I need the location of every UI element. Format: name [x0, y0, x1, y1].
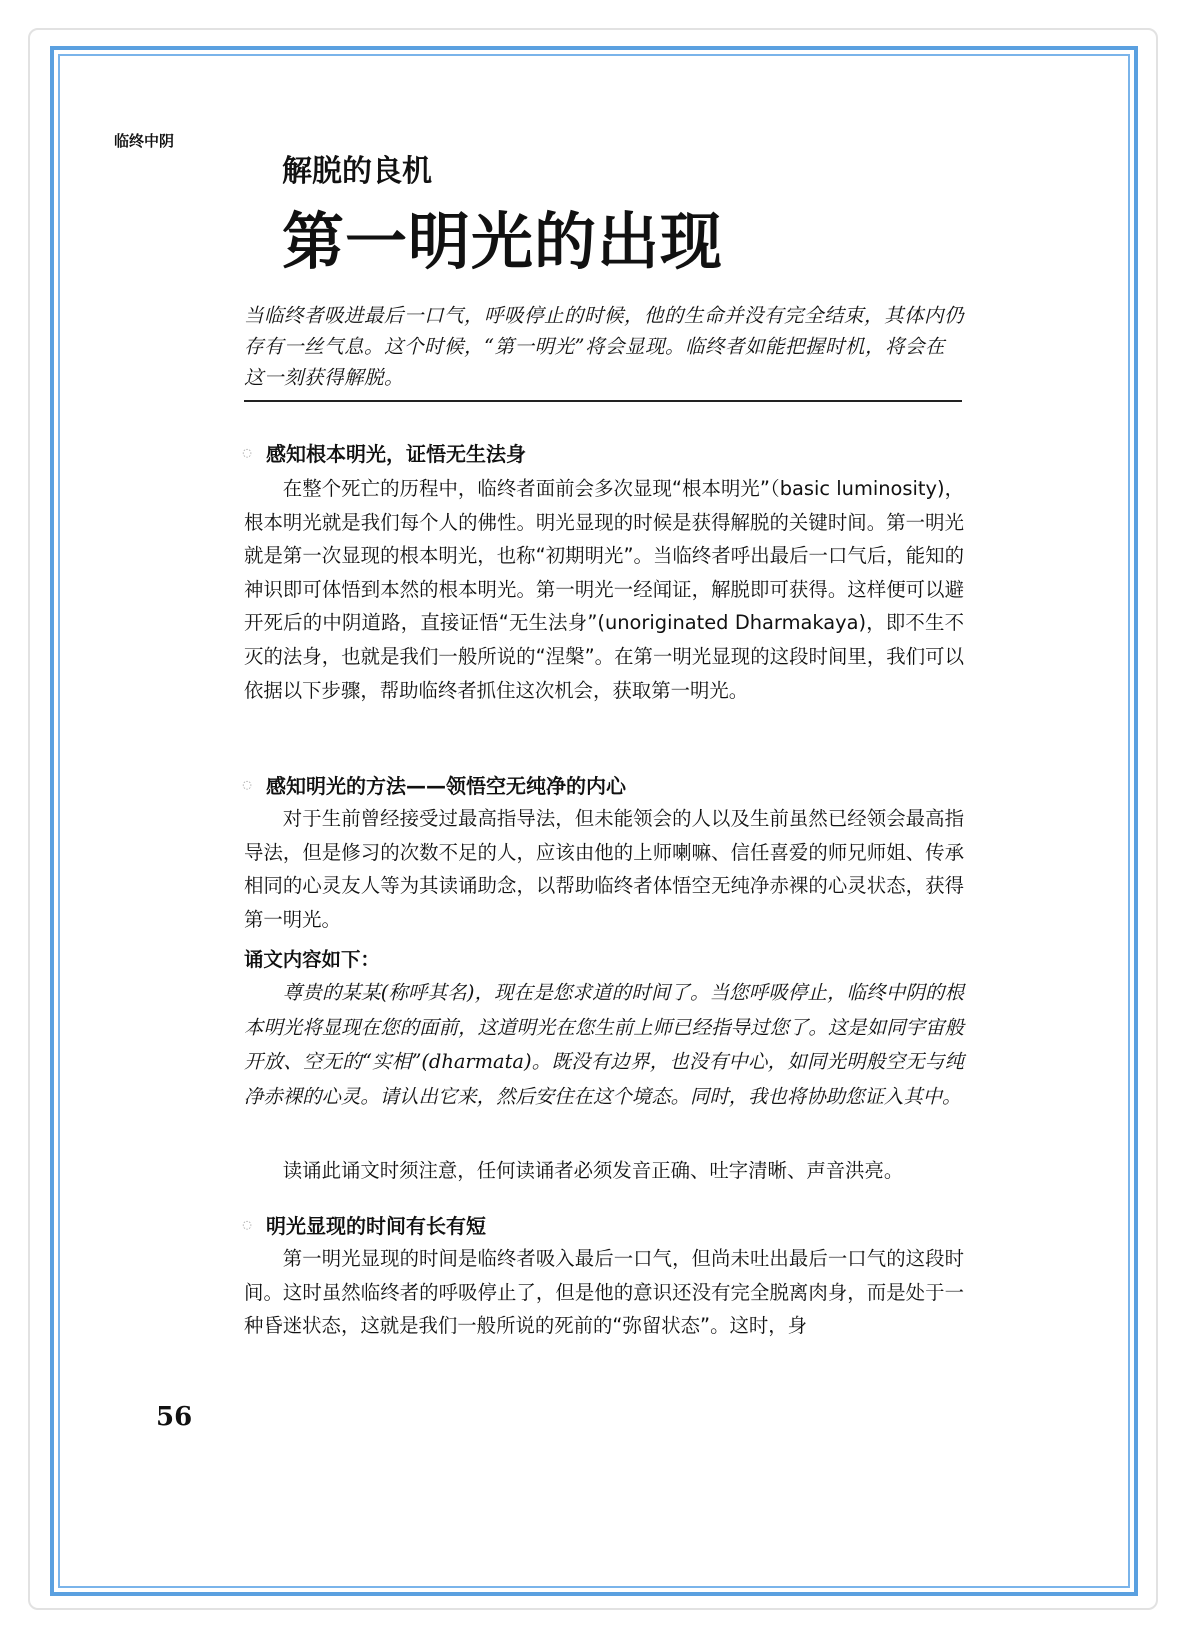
running-head: 临终中阴: [114, 132, 175, 150]
bullet-icon: ◌: [242, 1218, 252, 1231]
section-paragraph-1: 在整个死亡的历程中，临终者面前会多次显现“根本明光”（basic luminosity)，根本明光就是我们每个人的佛性。明光显现的时候是获得解脱的关键时间。第一明光就是第一次显现的根本明光，也称“初期明光”。当临终者呼出最后一口气后，能知的神识即可体悟到本然的根本明光。第一明光一经闻证，解脱即可获得。这样便可以避开死后的中阴道路，直接证悟“无生法身”(unoriginated Dharmakaya)，即不生不灭的法身，也就是我们一般所说的“涅槃”。在第一明光显现的这段时间里，我们可以依据以下步骤，帮助临终者抓住这次机会，获取第一明光。: [244, 477, 964, 702]
section-paragraph-3: 第一明光显现的时间是临终者吸入最后一口气，但尚未吐出最后一口气的这段时间。这时虽然临终者的呼吸停止了，但是他的意识还没有完全脱离肉身，而是处于一种昏迷状态，这就是我们一般所说的死前的“弥留状态”。这时，身: [244, 1247, 964, 1338]
chapter-title: 第一明光的出现: [282, 205, 724, 278]
bullet-icon: ◌: [242, 446, 252, 459]
chant-note: 读诵此诵文时须注意，任何读诵者必须发音正确、吐字清晰、声音洪亮。: [282, 1159, 904, 1182]
divider-rule: [244, 400, 962, 402]
section-heading-1: [240, 438, 526, 467]
intro-paragraph: 当临终者吸进最后一口气，呼吸停止的时候，他的生命并没有完全结束，其体内仍存有一丝气息。这个时候，“第一明光”将会显现。临终者如能把握时机，将会在这一刻获得解脱。: [244, 304, 965, 389]
page-number: 56: [156, 1402, 193, 1432]
bullet-icon: ◌: [242, 778, 252, 791]
section-heading-2: [240, 770, 626, 799]
section-heading-text: 感知根本明光，证悟无生法身: [266, 442, 526, 466]
section-heading-3: [240, 1210, 486, 1239]
section-heading-text: 明光显现的时间有长有短: [266, 1214, 486, 1238]
chant-label: 诵文内容如下：: [244, 948, 380, 971]
chapter-subtitle: 解脱的良机: [282, 154, 432, 189]
section-paragraph-2: 对于生前曾经接受过最高指导法，但未能领会的人以及生前虽然已经领会最高指导法，但是修习的次数不足的人，应该由他的上师喇嘛、信任喜爱的师兄师姐、传承相同的心灵友人等为其读诵助念，以帮助临终者体悟空无纯净赤裸的心灵状态，获得第一明光。: [244, 807, 964, 931]
chant-text: 尊贵的某某(称呼其名)，现在是您求道的时间了。当您呼吸停止，临终中阴的根本明光将显现在您的面前，这道明光在您生前上师已经指导过您了。这是如同宇宙般开放、空无的“实相”(dharmata)。既没有边界，也没有中心，如同光明般空无与纯净赤裸的心灵。请认出它来，然后安住在这个境态。同时，我也将协助您证入其中。: [244, 981, 964, 1108]
section-heading-text: 感知明光的方法——领悟空无纯净的内心: [266, 774, 626, 798]
